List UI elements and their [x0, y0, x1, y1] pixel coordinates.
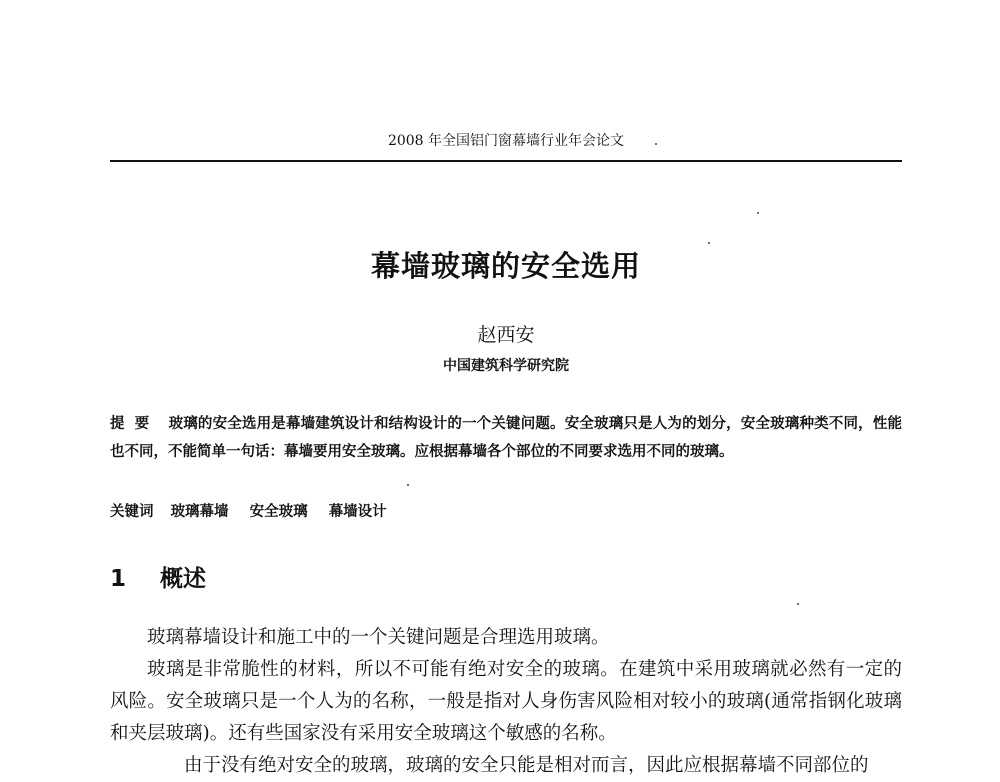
header-rule	[110, 160, 902, 162]
section-number: 1	[110, 566, 127, 592]
abstract-label: 提要	[110, 416, 160, 432]
scan-speck	[655, 143, 657, 145]
scan-speck	[757, 212, 759, 214]
scan-speck	[407, 484, 409, 486]
abstract	[110, 410, 902, 466]
abstract-text: 玻璃的安全选用是幕墙建筑设计和结构设计的一个关键问题。安全玻璃只是人为的划分，安全玻璃种类不同，性能也不同，不能简单一句话：幕墙要用安全玻璃。应根据幕墙各个部位的不同要求选用不同的玻璃。	[110, 416, 902, 460]
paragraph: 玻璃幕墙设计和施工中的一个关键问题是合理选用玻璃。	[147, 627, 610, 648]
running-header: 2008 年全国铝门窗幕墙行业年会论文	[387, 133, 625, 149]
author-name: 赵西安	[477, 324, 535, 346]
body-text	[110, 622, 902, 776]
keyword-item: 幕墙设计	[328, 504, 387, 520]
paragraph-cut-off	[110, 750, 902, 776]
scan-speck	[797, 603, 799, 605]
keyword-item: 安全玻璃	[249, 504, 308, 520]
keywords-label: 关键词	[110, 504, 154, 520]
section-heading	[110, 560, 206, 593]
keywords	[110, 500, 902, 521]
section-title: 概述	[160, 566, 207, 592]
paper-title: 幕墙玻璃的安全选用	[370, 249, 641, 283]
author-affiliation: 中国建筑科学研究院	[443, 358, 569, 374]
keyword-item: 玻璃幕墙	[170, 504, 229, 520]
paragraph: 玻璃是非常脆性的材料，所以不可能有绝对安全的玻璃。在建筑中采用玻璃就必然有一定的风险。安全玻璃只是一个人为的名称，一般是指对人身伤害风险相对较小的玻璃(通常指钢化玻璃和夹层玻璃)。还有些国家没有采用安全玻璃这个敏感的名称。	[110, 659, 902, 744]
scan-speck	[708, 242, 710, 244]
cut-line-text: 由于没有绝对安全的玻璃，玻璃的安全只能是相对而言，因此应根据幕墙不同部位的	[184, 755, 869, 776]
